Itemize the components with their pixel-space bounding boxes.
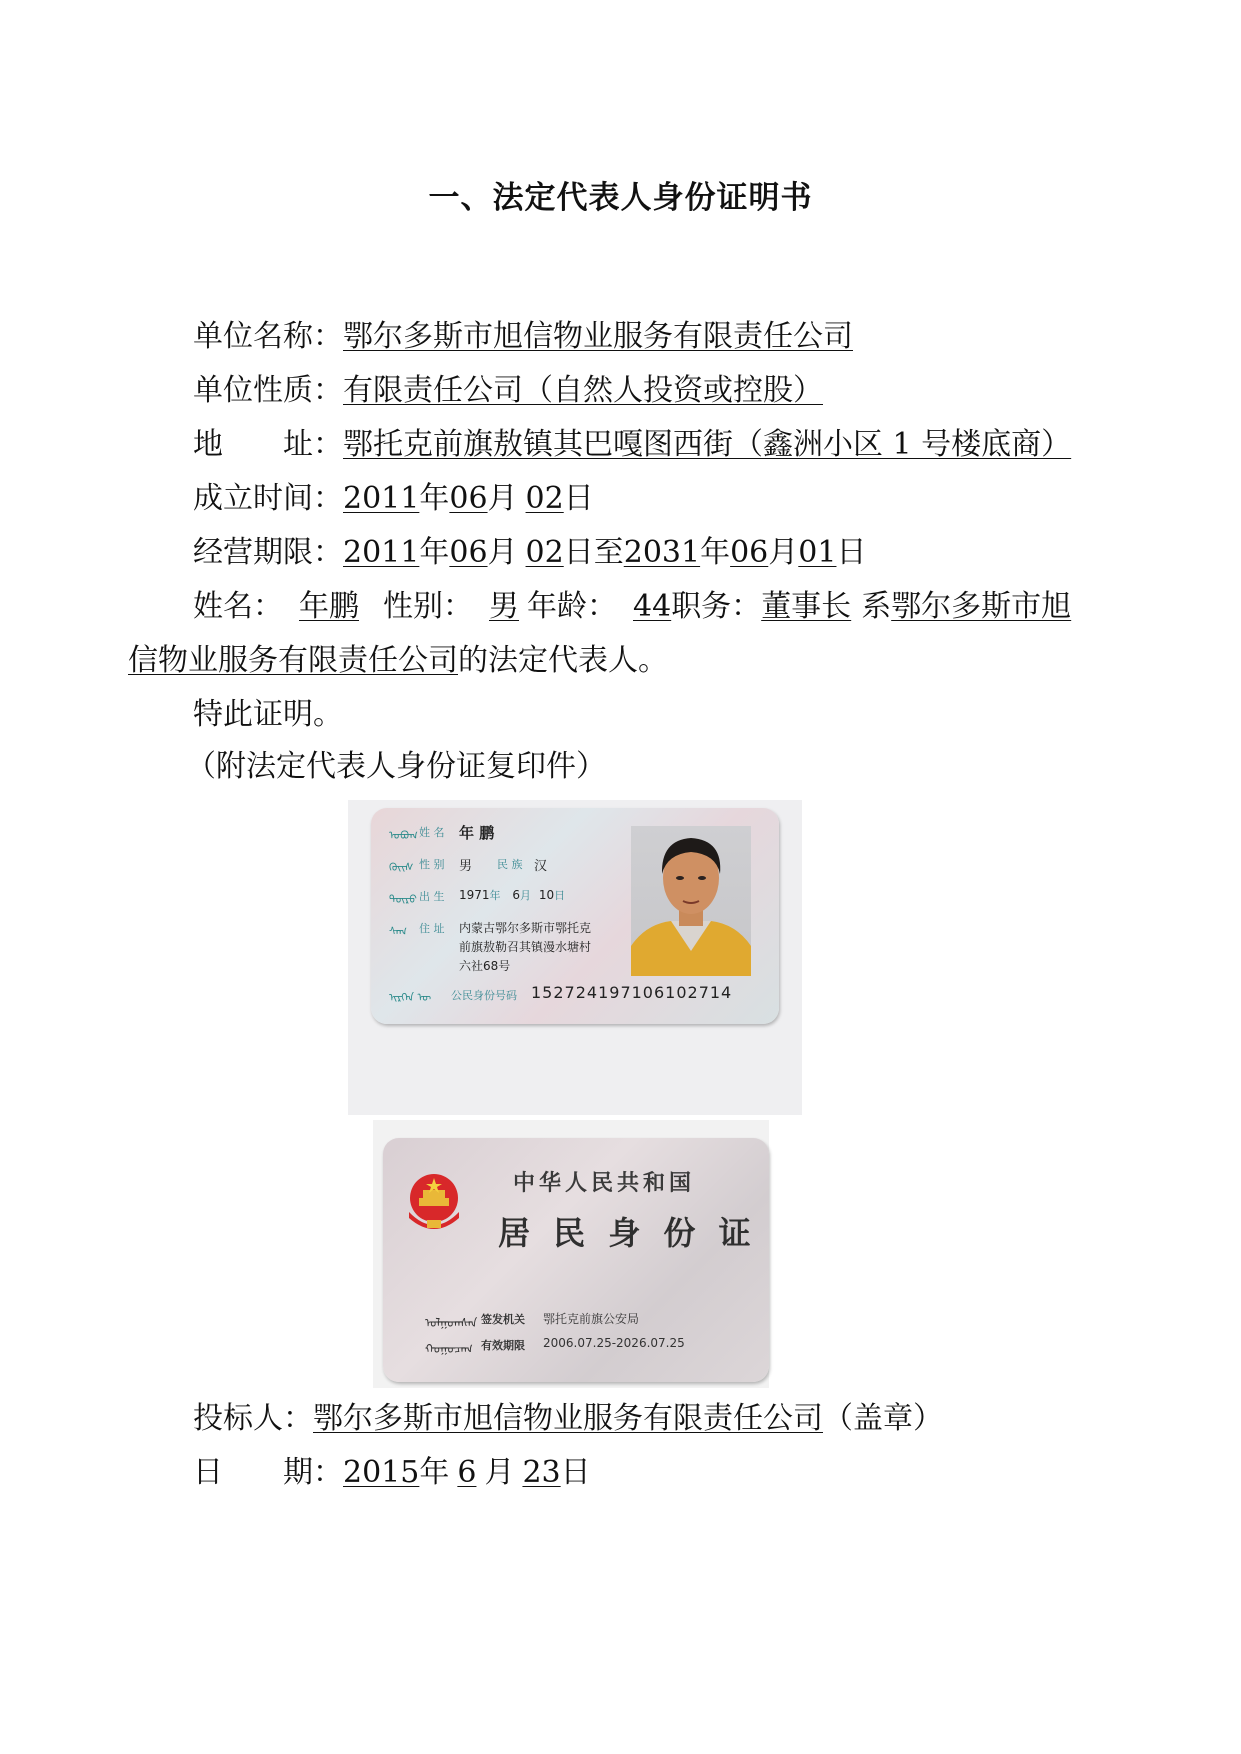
established-month: 06	[449, 481, 488, 516]
id-name-label: 姓 名	[419, 826, 445, 839]
attachment-note: （附法定代表人身份证复印件）	[186, 749, 606, 784]
id-birth-label: 出 生	[419, 890, 445, 903]
year-word: 年	[419, 1455, 450, 1490]
id-address-label: 住 址	[419, 922, 445, 935]
term-start-day: 02	[525, 535, 564, 570]
term-label: 经营期限：	[193, 535, 343, 570]
term-end-month: 06	[730, 535, 769, 570]
mongolian-script-icon: ᠲᠥᠷᠥ	[389, 893, 417, 906]
id-authority-label: 签发机关	[481, 1313, 525, 1326]
person-line	[193, 588, 1071, 626]
bidder-label: 投标人：	[193, 1401, 313, 1436]
mongolian-script-icon: ᠬᠤᠭᠤᠴᠠᠭ	[425, 1342, 473, 1356]
unit-nature-label: 单位性质：	[193, 373, 343, 408]
established-label: 成立时间：	[193, 481, 343, 516]
month-word: 月	[768, 535, 799, 570]
person-gender: 男	[489, 589, 519, 624]
national-emblem-icon	[401, 1168, 467, 1234]
id-card-front	[371, 808, 779, 1024]
day-word: 日	[836, 535, 867, 570]
id-address-line-2: 前旗敖勒召其镇漫水塘村	[459, 940, 592, 954]
day-word: 日	[563, 535, 594, 570]
bidder-value: 鄂尔多斯市旭信物业服务有限责任公司	[313, 1401, 823, 1436]
id-portrait-photo	[631, 826, 751, 976]
certify-line: 特此证明。	[193, 697, 343, 732]
id-birth	[459, 887, 565, 903]
id-ethnic-label: 民 族	[497, 858, 523, 871]
term-line	[193, 534, 866, 572]
id-gender-label: 性 别	[419, 858, 445, 871]
date-day: 23	[522, 1455, 561, 1490]
company-part-2: 信物业服务有限责任公司	[128, 643, 458, 678]
id-country-name: 中华人民共和国	[513, 1171, 696, 1196]
date-year: 2015	[343, 1455, 420, 1490]
mongolian-script-icon: ᠣᠯᠭᠣᠭᠰᠠᠨ	[425, 1316, 478, 1330]
id-validity: 2006.07.25-2026.07.25	[543, 1336, 685, 1350]
unit-nature-value: 有限责任公司（自然人投资或控股）	[343, 373, 823, 408]
mongolian-script-icon: ᠣᠪᠣᠭ	[389, 829, 418, 842]
unit-nature-line	[193, 372, 823, 410]
mongolian-script-icon: ᠢᠷᠭᠡᠨ ᠦ	[389, 991, 432, 1004]
id-gender: 男	[459, 859, 473, 874]
to-word: 至	[593, 535, 624, 570]
date-month: 6	[457, 1455, 477, 1490]
year-word: 年	[419, 535, 450, 570]
seal-note: （盖章）	[823, 1401, 943, 1436]
id-ethnic: 汉	[534, 859, 548, 874]
mongolian-script-icon: ᠬᠦᠢᠰ	[389, 861, 414, 874]
bidder-line	[193, 1400, 943, 1438]
year-word: 年	[489, 889, 501, 902]
id-validity-label: 有效期限	[481, 1339, 525, 1352]
day-word: 日	[554, 889, 566, 902]
id-address-line-1: 内蒙古鄂尔多斯市鄂托克	[459, 921, 592, 935]
id-birth-day: 10	[538, 888, 555, 902]
id-card-name: 居 民 身 份 证	[498, 1214, 757, 1252]
term-start-month: 06	[449, 535, 488, 570]
id-address-line-3: 六社68号	[459, 959, 511, 973]
month-word: 月	[484, 1455, 515, 1490]
address-value: 鄂托克前旗敖镇其巴嘎图西街（鑫洲小区 1 号楼底商）	[343, 427, 1072, 462]
year-word: 年	[700, 535, 731, 570]
name-label: 姓名：	[193, 589, 283, 624]
term-end-year: 2031	[623, 535, 701, 570]
gender-label: 性别：	[383, 589, 473, 624]
company-part-1: 鄂尔多斯市旭	[891, 589, 1072, 624]
legal-rep-suffix: 的法定代表人。	[458, 643, 668, 678]
id-authority: 鄂托克前旗公安局	[543, 1312, 640, 1326]
month-word: 月	[520, 889, 532, 902]
month-word: 月	[487, 481, 518, 516]
established-year: 2011	[343, 481, 420, 516]
person-position: 董事长	[761, 589, 852, 624]
year-word: 年	[419, 481, 450, 516]
established-day: 02	[525, 481, 564, 516]
term-start-year: 2011	[343, 535, 420, 570]
term-end-day: 01	[798, 535, 837, 570]
id-number: 152724197106102714	[531, 983, 733, 1002]
page-title: 一、法定代表人身份证明书	[428, 180, 813, 216]
id-birth-year: 1971	[459, 888, 490, 902]
address-line	[193, 426, 1071, 464]
established-line	[193, 480, 594, 518]
person-age: 44	[633, 589, 672, 624]
day-word: 日	[563, 481, 594, 516]
date-label: 日 期：	[193, 1455, 343, 1490]
mongolian-script-icon: ᠰᠠᠭ	[389, 925, 407, 938]
id-card-back	[383, 1138, 769, 1382]
date-line	[193, 1454, 591, 1492]
person-name: 年鹏	[299, 589, 359, 624]
portrait-illustration	[631, 826, 751, 976]
unit-name-value: 鄂尔多斯市旭信物业服务有限责任公司	[343, 319, 853, 354]
id-number-label: 公民身份号码	[451, 989, 517, 1002]
month-word: 月	[487, 535, 518, 570]
unit-name-line	[193, 318, 853, 356]
person-line-2	[128, 642, 668, 680]
position-label: 职务：	[671, 589, 762, 624]
day-word: 日	[560, 1455, 591, 1490]
age-label: 年龄：	[527, 589, 617, 624]
address-label: 地 址：	[193, 427, 343, 462]
belongs-word: 系	[861, 589, 892, 624]
unit-name-label: 单位名称：	[193, 319, 343, 354]
id-birth-month: 6	[512, 888, 521, 902]
id-name: 年 鹏	[459, 824, 495, 842]
